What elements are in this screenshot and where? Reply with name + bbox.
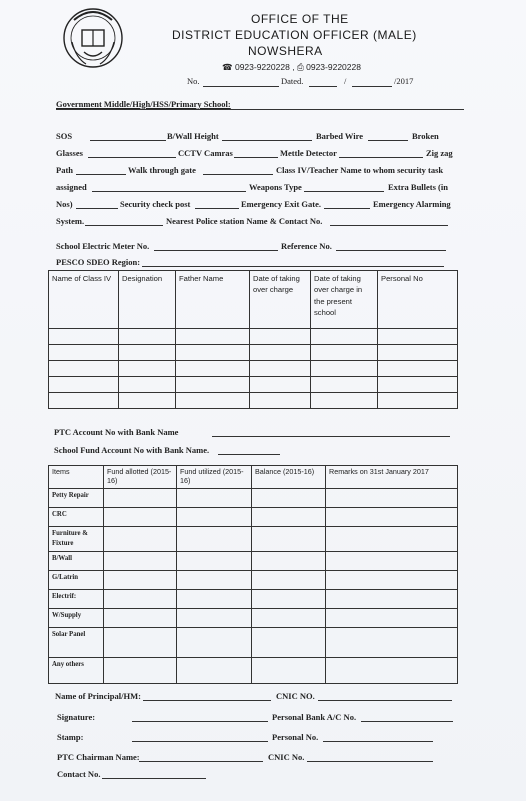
cnic1-label: CNIC NO.	[276, 691, 315, 701]
electric-meter-label: School Electric Meter No.	[56, 241, 150, 251]
item-bwall: B/Wall	[49, 552, 104, 571]
item-wsupply: W/Supply	[49, 609, 104, 628]
table-row	[49, 489, 458, 508]
col-balance: Balance (2015-16)	[252, 466, 326, 489]
table-row	[49, 552, 458, 571]
walk-gate-label: Walk through gate	[128, 165, 196, 175]
barbed-wire-label: Barbed Wire	[316, 131, 363, 141]
cctv-label: CCTV Camras	[178, 148, 233, 158]
nos-field[interactable]	[76, 208, 118, 209]
mettle-field[interactable]	[339, 157, 423, 158]
table-row	[49, 609, 458, 628]
class4-label: Class IV/Teacher Name to whom security task	[276, 165, 444, 175]
check-post-field[interactable]	[195, 208, 239, 209]
year-label: /2017	[394, 76, 414, 86]
table-row	[49, 527, 458, 552]
table-row	[49, 508, 458, 527]
table-row	[49, 345, 458, 361]
pesco-field[interactable]	[142, 266, 444, 267]
system-field[interactable]	[85, 225, 163, 226]
stamp-field[interactable]	[132, 741, 268, 742]
col-date-present-school: Date of taking over charge in the present school	[311, 271, 378, 329]
col-date-charge: Date of taking over charge	[250, 271, 311, 329]
system-label: System.	[56, 216, 85, 226]
ptc-chairman-label: PTC Chairman Name:	[57, 752, 140, 762]
nos-label: Nos)	[56, 199, 73, 209]
col-fund-allotted: Fund allotted (2015-16)	[104, 466, 177, 489]
fund-table	[48, 465, 458, 684]
fund-account-label: School Fund Account No with Bank Name.	[54, 445, 210, 455]
col-personal-no: Personal No	[378, 271, 458, 329]
col-items: Items	[49, 466, 104, 489]
fax-icon: ⎙	[296, 62, 304, 72]
item-electrif: Electrif:	[49, 590, 104, 609]
education-logo	[62, 2, 124, 74]
table-row	[49, 361, 458, 377]
wall-height-field[interactable]	[222, 140, 312, 141]
fund-header-row	[49, 466, 458, 489]
reference-label: Reference No.	[281, 241, 332, 251]
form-sheet: OFFICE OF THE DISTRICT EDUCATION OFFICER (MALE) NOWSHERA ☎ 0923-9220228 , ⎙ 0923-9220228 No. Dated. / /2017 Government Middle/High/HSS/Primary School: SOS B/Wall Height Barbed Wire Broken Glasses CCTV Camras Mettle Detector Zig zag Path Walk through gate Class IV/Teacher Name to whom security task assigned Weapons Type Extra Bullets (in Nos) Security check post Emergency Exit Gate. Emergency Alarming System. Nearest Police station Name & Contact No. School Electric Meter No. Reference No. PESCO SDEO Region: Name of Class IV Designation Father Name Date of taking over charge Date of taking over charge in the present school Personal No PTC Account No with Bank Name School Fund Account No with Bank Name. Items Fund allotted (2015-16) Fund utilized (2015-16) Balance (2015-16) Remarks on 31st January 2017 Petty Repair CRC Furniture & Fixture B/Wall G/Latrin Electrif: W/Supply Solar Panel Any others Name of Principal/HM: CNIC NO. Signature: Personal Bank A/C No. Stamp: Personal No. PTC Chairman Name: CNIC No. Contact No.	[0, 0, 526, 801]
item-glatrin: G/Latrin	[49, 571, 104, 590]
principal-label: Name of Principal/HM:	[55, 691, 141, 701]
office-name: DISTRICT EDUCATION OFFICER (MALE)	[172, 28, 417, 42]
col-name-class4: Name of Class IV	[49, 271, 119, 329]
weapons-field[interactable]	[304, 191, 384, 192]
extra-bullets-label: Extra Bullets (in	[388, 182, 448, 192]
school-name-field[interactable]	[56, 109, 464, 110]
sos-label: SOS	[56, 131, 73, 141]
col-designation: Designation	[119, 271, 176, 329]
contact-field[interactable]	[102, 778, 206, 779]
electric-meter-field[interactable]	[154, 250, 278, 251]
contact-label: Contact No.	[57, 769, 101, 779]
sos-field[interactable]	[90, 140, 166, 141]
assigned-field[interactable]	[92, 191, 246, 192]
col-father-name: Father Name	[176, 271, 250, 329]
item-solar-panel: Solar Panel	[49, 628, 104, 658]
police-label: Nearest Police station Name & Contact No.	[166, 216, 323, 226]
bank-ac-label: Personal Bank A/C No.	[272, 712, 357, 722]
assigned-label: assigned	[56, 182, 87, 192]
barbed-wire-field[interactable]	[368, 140, 408, 141]
fund-account-field[interactable]	[218, 454, 280, 455]
stamp-label: Stamp:	[57, 732, 84, 742]
police-field[interactable]	[330, 225, 448, 226]
cnic2-field[interactable]	[307, 761, 433, 762]
dated-label: Dated.	[281, 76, 304, 86]
date-month-field[interactable]	[352, 86, 392, 87]
check-post-label: Security check post	[120, 199, 191, 209]
walk-gate-field[interactable]	[203, 174, 273, 175]
exit-gate-field[interactable]	[324, 208, 370, 209]
table-row	[49, 658, 458, 684]
table-row	[49, 571, 458, 590]
mettle-label: Mettle Detector	[280, 148, 337, 158]
staff-table	[48, 270, 458, 409]
wall-height-label: B/Wall Height	[167, 131, 219, 141]
item-furniture: Furniture & Fixture	[49, 527, 104, 552]
fax-number: 0923-9220228	[306, 62, 361, 72]
letter-no-label: No.	[187, 76, 200, 86]
table-row	[49, 590, 458, 609]
col-fund-utilized: Fund utilized (2015-16)	[177, 466, 252, 489]
cnic1-field[interactable]	[318, 700, 452, 701]
zigzag-label: Zig zag	[426, 148, 453, 158]
exit-gate-label: Emergency Exit Gate.	[241, 199, 322, 209]
personal-no-field[interactable]	[323, 741, 433, 742]
cnic2-label: CNIC No.	[268, 752, 305, 762]
office-title: OFFICE OF THE	[251, 12, 349, 26]
signature-field[interactable]	[132, 721, 268, 722]
item-crc: CRC	[49, 508, 104, 527]
col-remarks: Remarks on 31st January 2017	[326, 466, 458, 489]
weapons-label: Weapons Type	[249, 182, 302, 192]
bank-ac-field[interactable]	[361, 721, 453, 722]
school-heading: Government Middle/High/HSS/Primary School:	[56, 99, 231, 109]
phone-icon: ☎	[222, 62, 233, 72]
table-row	[49, 329, 458, 345]
item-any-others: Any others	[49, 658, 104, 684]
signature-label: Signature:	[57, 712, 96, 722]
path-field[interactable]	[76, 174, 126, 175]
table-row	[49, 377, 458, 393]
principal-field[interactable]	[143, 700, 271, 701]
personal-no-label: Personal No.	[272, 732, 319, 742]
ptc-chairman-field[interactable]	[139, 761, 263, 762]
staff-header-row	[49, 271, 458, 329]
table-row	[49, 628, 458, 658]
cctv-field[interactable]	[234, 157, 278, 158]
broken-label: Broken	[412, 131, 439, 141]
glasses-label: Glasses	[56, 148, 83, 158]
path-label: Path	[56, 165, 73, 175]
glasses-field[interactable]	[88, 157, 176, 158]
pesco-label: PESCO SDEO Region:	[56, 257, 141, 267]
date-day-field[interactable]	[309, 86, 337, 87]
ptc-account-label: PTC Account No with Bank Name	[54, 427, 179, 437]
office-city: NOWSHERA	[248, 44, 323, 58]
alarming-label: Emergency Alarming	[373, 199, 451, 209]
phone-number: 0923-9220228	[234, 62, 290, 72]
reference-field[interactable]	[336, 250, 446, 251]
letter-no-field[interactable]	[203, 86, 279, 87]
item-petty-repair: Petty Repair	[49, 489, 104, 508]
ptc-account-field[interactable]	[212, 436, 450, 437]
table-row	[49, 393, 458, 409]
